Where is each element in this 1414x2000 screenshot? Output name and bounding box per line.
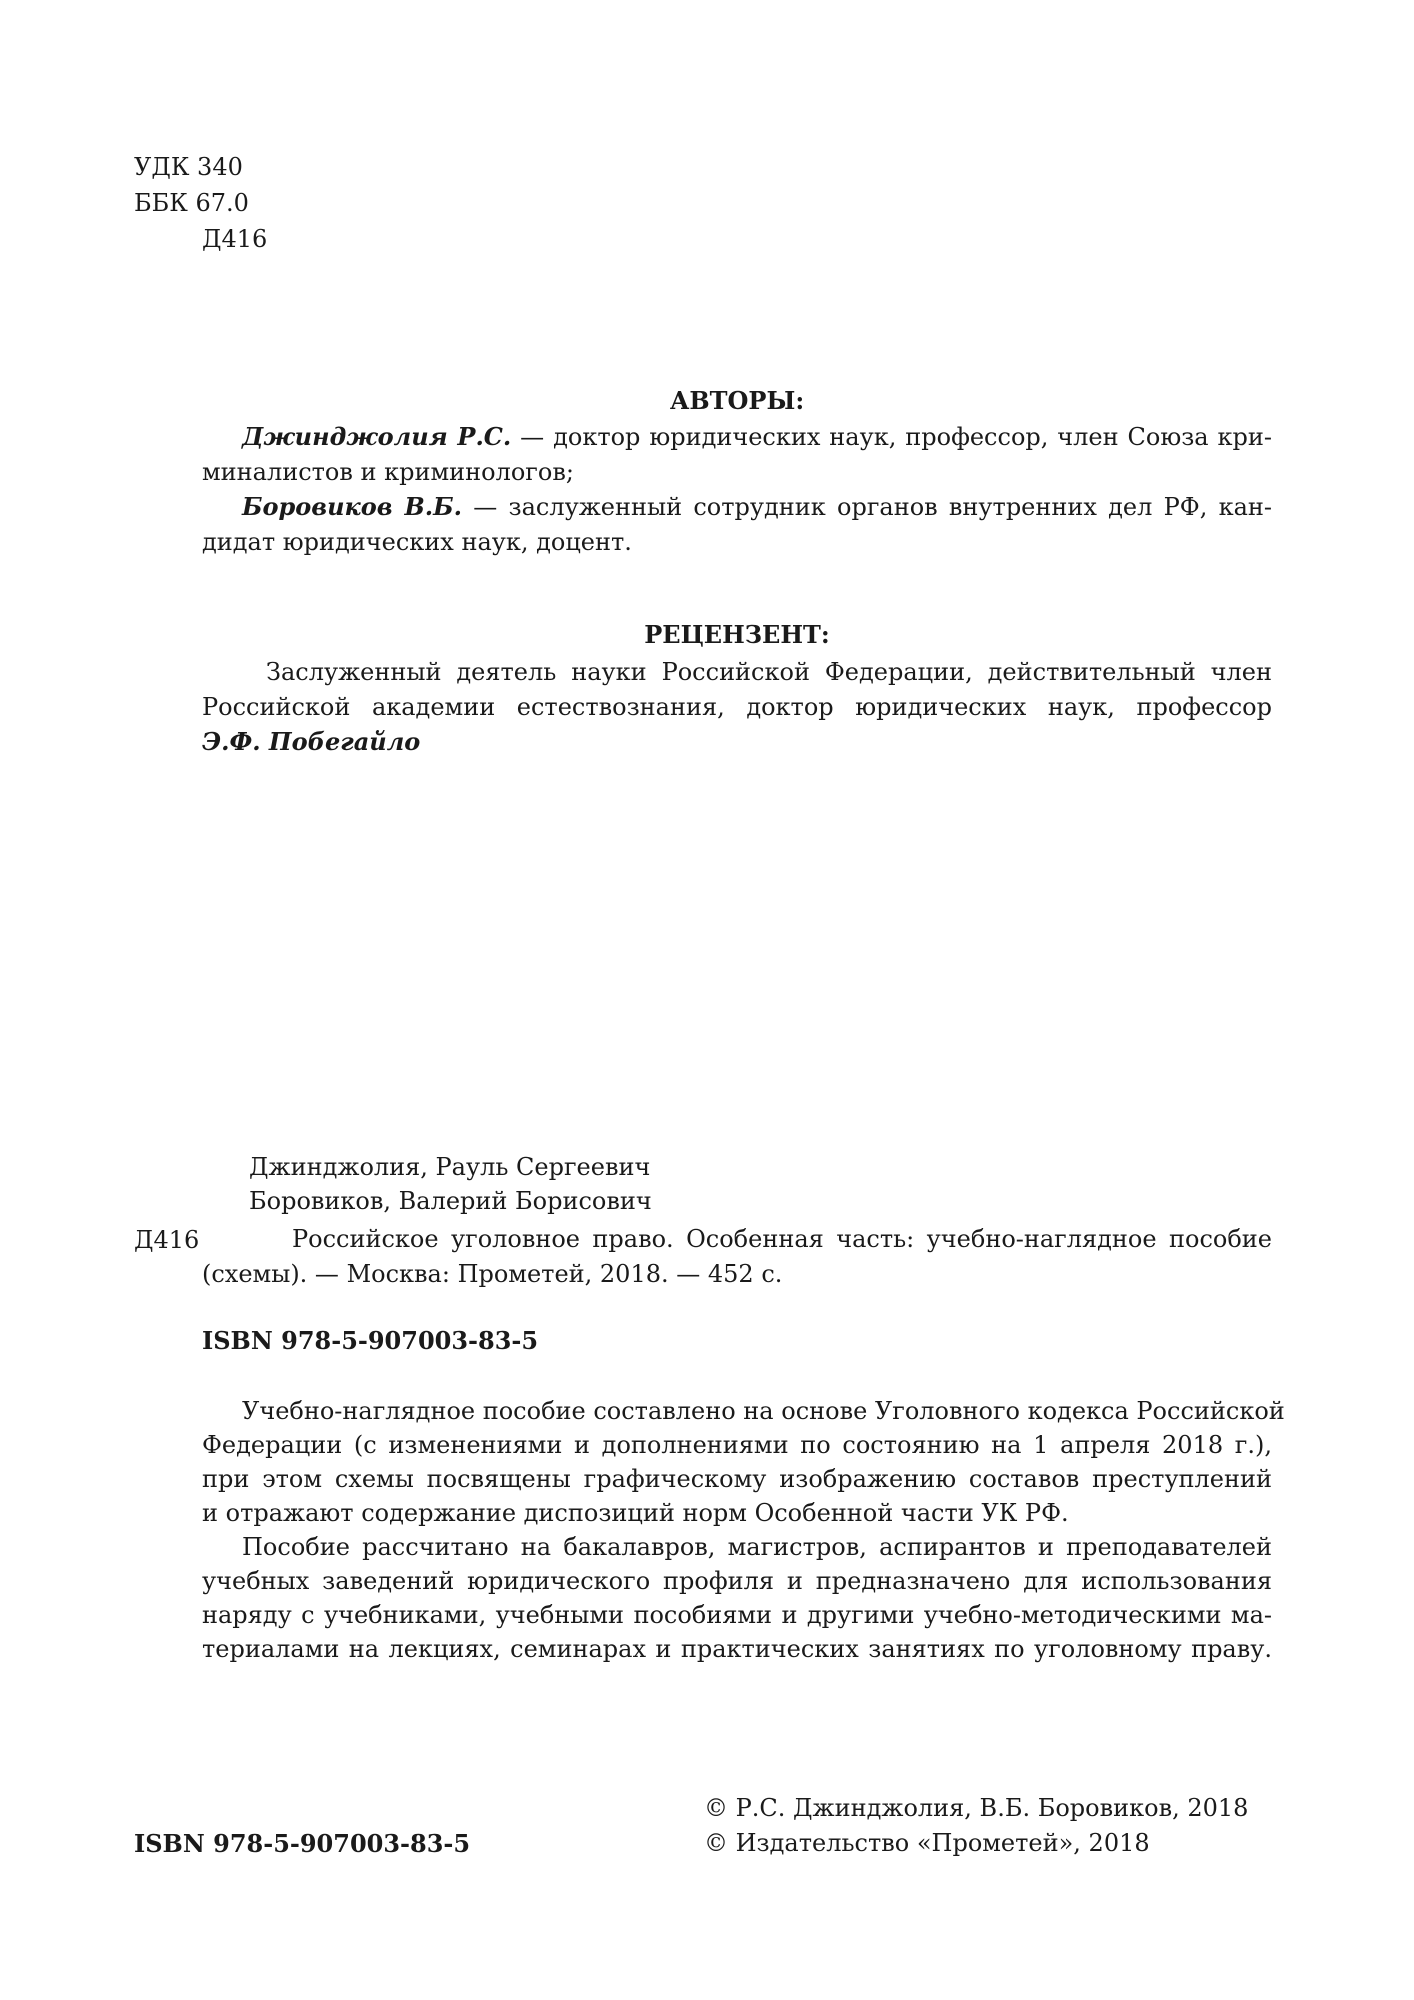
bbk-code: ББК 67.0	[134, 189, 249, 217]
catalog-author1: Джинджолия, Рауль Сергеевич	[249, 1153, 651, 1181]
catalog-title-line2: (схемы). — Москва: Прометей, 2018. — 452 с.	[202, 1260, 783, 1288]
catalog-title-line1: Российское уголовное право. Особенная часть: учебно-наглядное пособие	[292, 1225, 1272, 1253]
footer-isbn: ISBN 978-5-907003-83-5	[134, 1829, 471, 1858]
annotation-p2-line2: учебных заведений юридического профиля и предназначено для использования	[202, 1567, 1272, 1595]
annotation-p1-line3: при этом схемы посвящены графическому изображению составов преступлений	[202, 1465, 1272, 1493]
author2-name: Боровиков В.Б.	[242, 492, 463, 521]
annotation-p2-line1: Пособие рассчитано на бакалавров, магистров, аспирантов и преподавателей	[242, 1533, 1272, 1561]
annotation-p1-line4: и отражают содержание диспозиций норм Особенной части УК РФ.	[202, 1499, 1069, 1527]
reviewer-line2: Российской академии естествознания, доктор юридических наук, профессор	[202, 693, 1272, 721]
catalog-code: Д416	[134, 1226, 200, 1254]
author2-description: — заслуженный сотрудник органов внутренних дел РФ, кан-	[462, 493, 1272, 521]
catalog-author2: Боровиков, Валерий Борисович	[249, 1187, 652, 1215]
copyright-publisher: © Издательство «Прометей», 2018	[704, 1829, 1150, 1857]
catalog-isbn: ISBN 978-5-907003-83-5	[202, 1326, 539, 1355]
author1-line1	[242, 420, 1272, 454]
author2-line2: дидат юридических наук, доцент.	[202, 528, 632, 556]
annotation-p1-line1: Учебно-наглядное пособие составлено на основе Уголовного кодекса Российской	[242, 1397, 1285, 1425]
annotation-p2-line4: териалами на лекциях, семинарах и практических занятиях по уголовному праву.	[202, 1635, 1272, 1663]
reviewer-heading: РЕЦЕНЗЕНТ:	[644, 620, 830, 649]
udk-code: УДК 340	[134, 153, 243, 181]
annotation-p2-line3: наряду с учебниками, учебными пособиями и другими учебно-методическими ма-	[202, 1601, 1272, 1629]
author1-line2: миналистов и криминологов;	[202, 458, 574, 486]
reviewer-line1: Заслуженный деятель науки Российской Федерации, действительный член	[266, 658, 1272, 686]
copyright-authors: © Р.С. Джинджолия, В.Б. Боровиков, 2018	[704, 1794, 1249, 1822]
author-mark-code: Д416	[202, 225, 268, 253]
author1-description: — доктор юридических наук, профессор, член Союза кри-	[511, 423, 1272, 451]
authors-heading: АВТОРЫ:	[669, 386, 805, 415]
author2-line1	[242, 490, 1272, 524]
annotation-p1-line2: Федерации (с изменениями и дополнениями по состоянию на 1 апреля 2018 г.),	[202, 1431, 1272, 1459]
reviewer-name: Э.Ф. Побегайло	[202, 727, 421, 756]
author1-name: Джинджолия Р.С.	[242, 422, 512, 451]
